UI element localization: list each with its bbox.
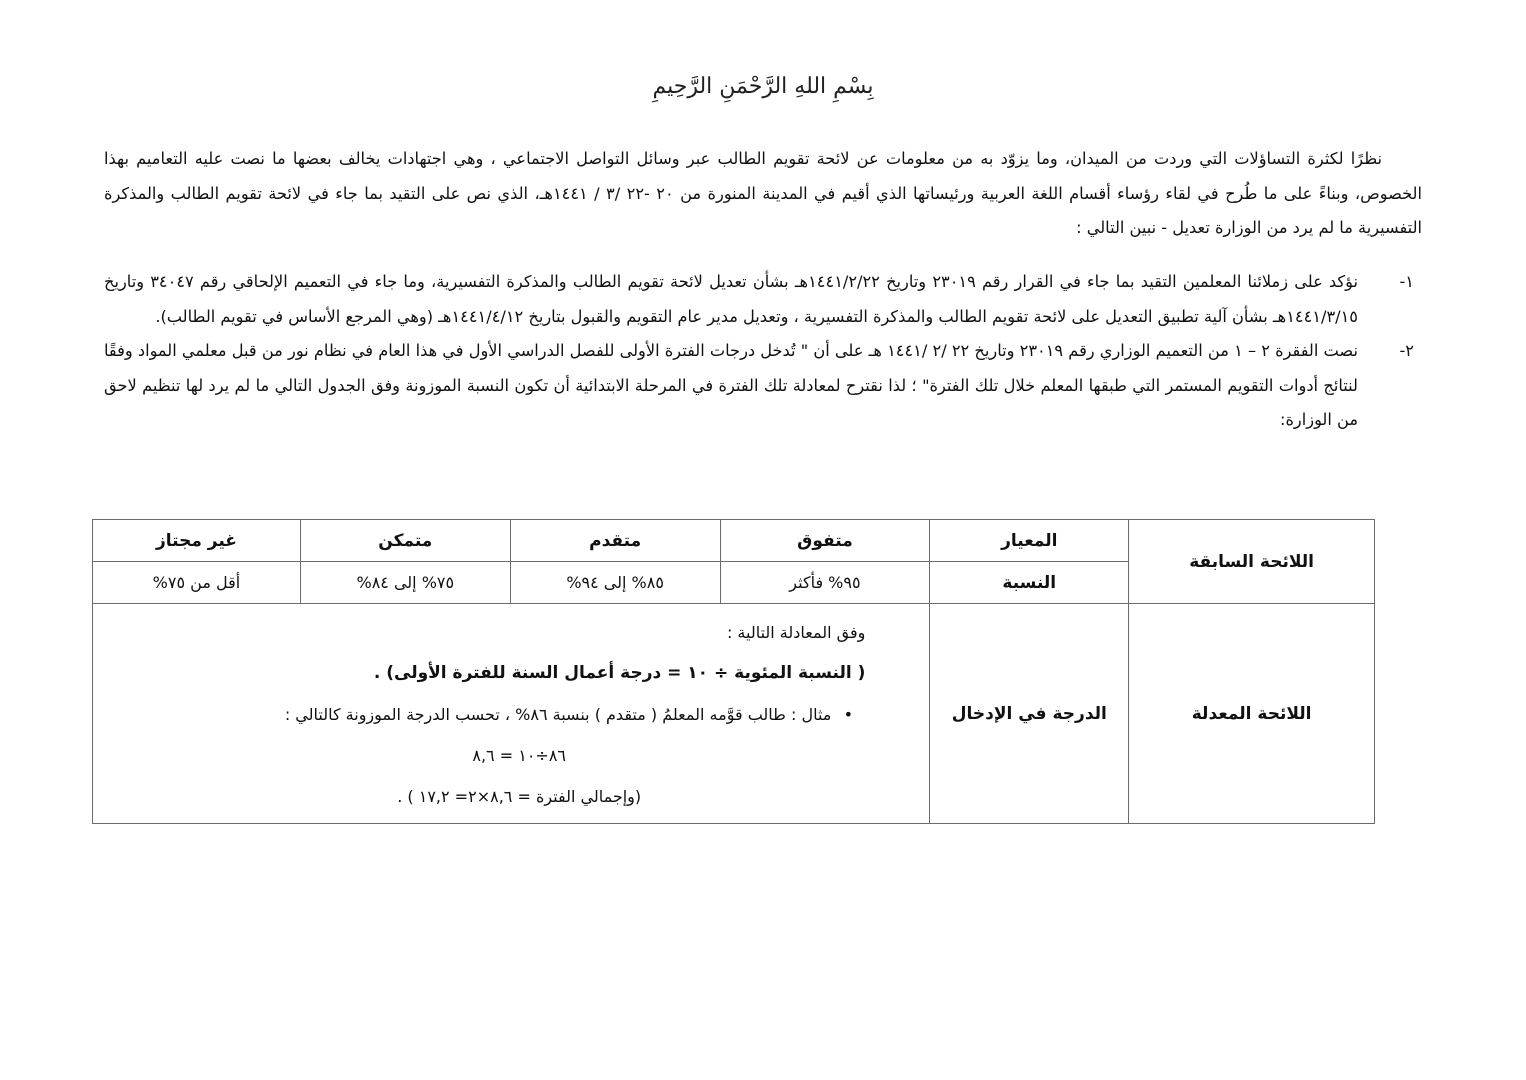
new-regulation-label: اللائحة المعدلة (1129, 604, 1375, 824)
numbered-list (104, 265, 1422, 438)
list-item-number: ٢- (1399, 341, 1414, 360)
ratio-cell: ٧٥% إلى ٨٤% (300, 562, 510, 604)
ratio-cell: ٨٥% إلى ٩٤% (510, 562, 720, 604)
ratio-cell: أقل من ٧٥% (93, 562, 301, 604)
entry-grade-label: الدرجة في الإدخال (930, 604, 1129, 824)
level-header: متمكن (300, 520, 510, 562)
ratio-header: النسبة (930, 562, 1129, 604)
calc-step: ٨٦÷١٠ = ٨,٦ (472, 746, 566, 765)
calc-intro: وفق المعادلة التالية : (726, 623, 866, 642)
level-header: غير مجتاز (93, 520, 301, 562)
grading-table (92, 519, 1375, 824)
level-header: متفوق (720, 520, 930, 562)
basmala-heading: بِسْمِ اللهِ الرَّحْمَنِ الرَّحِيمِ (652, 74, 874, 99)
ratio-cell: ٩٥% فأكثر (720, 562, 930, 604)
list-item-text: نؤكد على زملائنا المعلمين التقيد بما جاء في القرار رقم ٢٣٠١٩ وتاريخ ١٤٤١/٢/٢٢هـ بشأن تعديل لائحة تقويم الطالب والمذكرة التفسيرية، وما جاء في التعميم الإلحاقي رقم ٣٤٠٤٧ وتاريخ ١٤٤١/٣/١٥هـ بشأن آلية تطبيق التعديل على لائحة تقويم الطالب والمذكرة التفسيرية ، وتعديل مدير عام التقويم والقبول بتاريخ ١٤٤١/٤/١٢هـ (وهي المرجع الأساس في تقويم الطالب). (104, 272, 1358, 326)
list-item-number: ١- (1399, 272, 1414, 291)
criterion-header: المعيار (930, 520, 1129, 562)
intro-section (104, 142, 1422, 246)
list-item (104, 265, 1422, 334)
list-item-text: نصت الفقرة ٢ – ١ من التعميم الوزاري رقم ٢٣٠١٩ وتاريخ ٢٢ /٢ /١٤٤١ هـ على أن " تُدخل درجات الفترة الأولى للفصل الدراسي الأول في هذا العام في نظام نور من قبل معلمي المواد وفقًا لنتائج أدوات التقويم المستمر التي طبقها المعلم خلال تلك الفترة" ؛ لذا نقترح لمعادلة تلك الفترة في المرحلة الابتدائية أن تكون النسبة الموزونة وفق الجدول التالي ما لم يرد لها تنظيم لاحق من الوزارة: (104, 341, 1358, 429)
calc-total: (وإجمالي الفترة = ٨,٦×٢= ١٧,٢ ) . (397, 787, 642, 806)
intro-paragraph: نظرًا لكثرة التساؤلات التي وردت من الميدان، وما يزوّد به من معلومات عن لائحة تقويم الطالب عبر وسائل التواصل الاجتماعي ، وهي اجتهادات يخالف بعضها ما نصت عليه التعاميم بهذا الخصوص، وبناءً على ما طُرح في لقاء رؤساء أقسام اللغة العربية ورئيساتها الذي أقيم في المدينة المنورة من ٢٠ -٢٢ /٣ / ١٤٤١هـ، الذي نص على التقيد بما جاء في لائحة تقويم الطالب والمذكرة التفسيرية ما لم يرد من الوزارة تعديل - نبين التالي : (104, 149, 1422, 237)
calc-formula: ( النسبة المئوية ÷ ١٠ = درجة أعمال السنة للفترة الأولى) . (373, 663, 866, 683)
calc-example: •مثال : طالب قوَّمه المعلمُ ( متقدم ) بنسبة ٨٦% ، تحسب الدرجة الموزونة كالتالي : (113, 694, 865, 735)
bullet-icon: • (843, 705, 854, 724)
old-regulation-label: اللائحة السابقة (1129, 520, 1375, 604)
calculation-cell (93, 604, 930, 824)
list-item (104, 334, 1422, 438)
level-header: متقدم (510, 520, 720, 562)
